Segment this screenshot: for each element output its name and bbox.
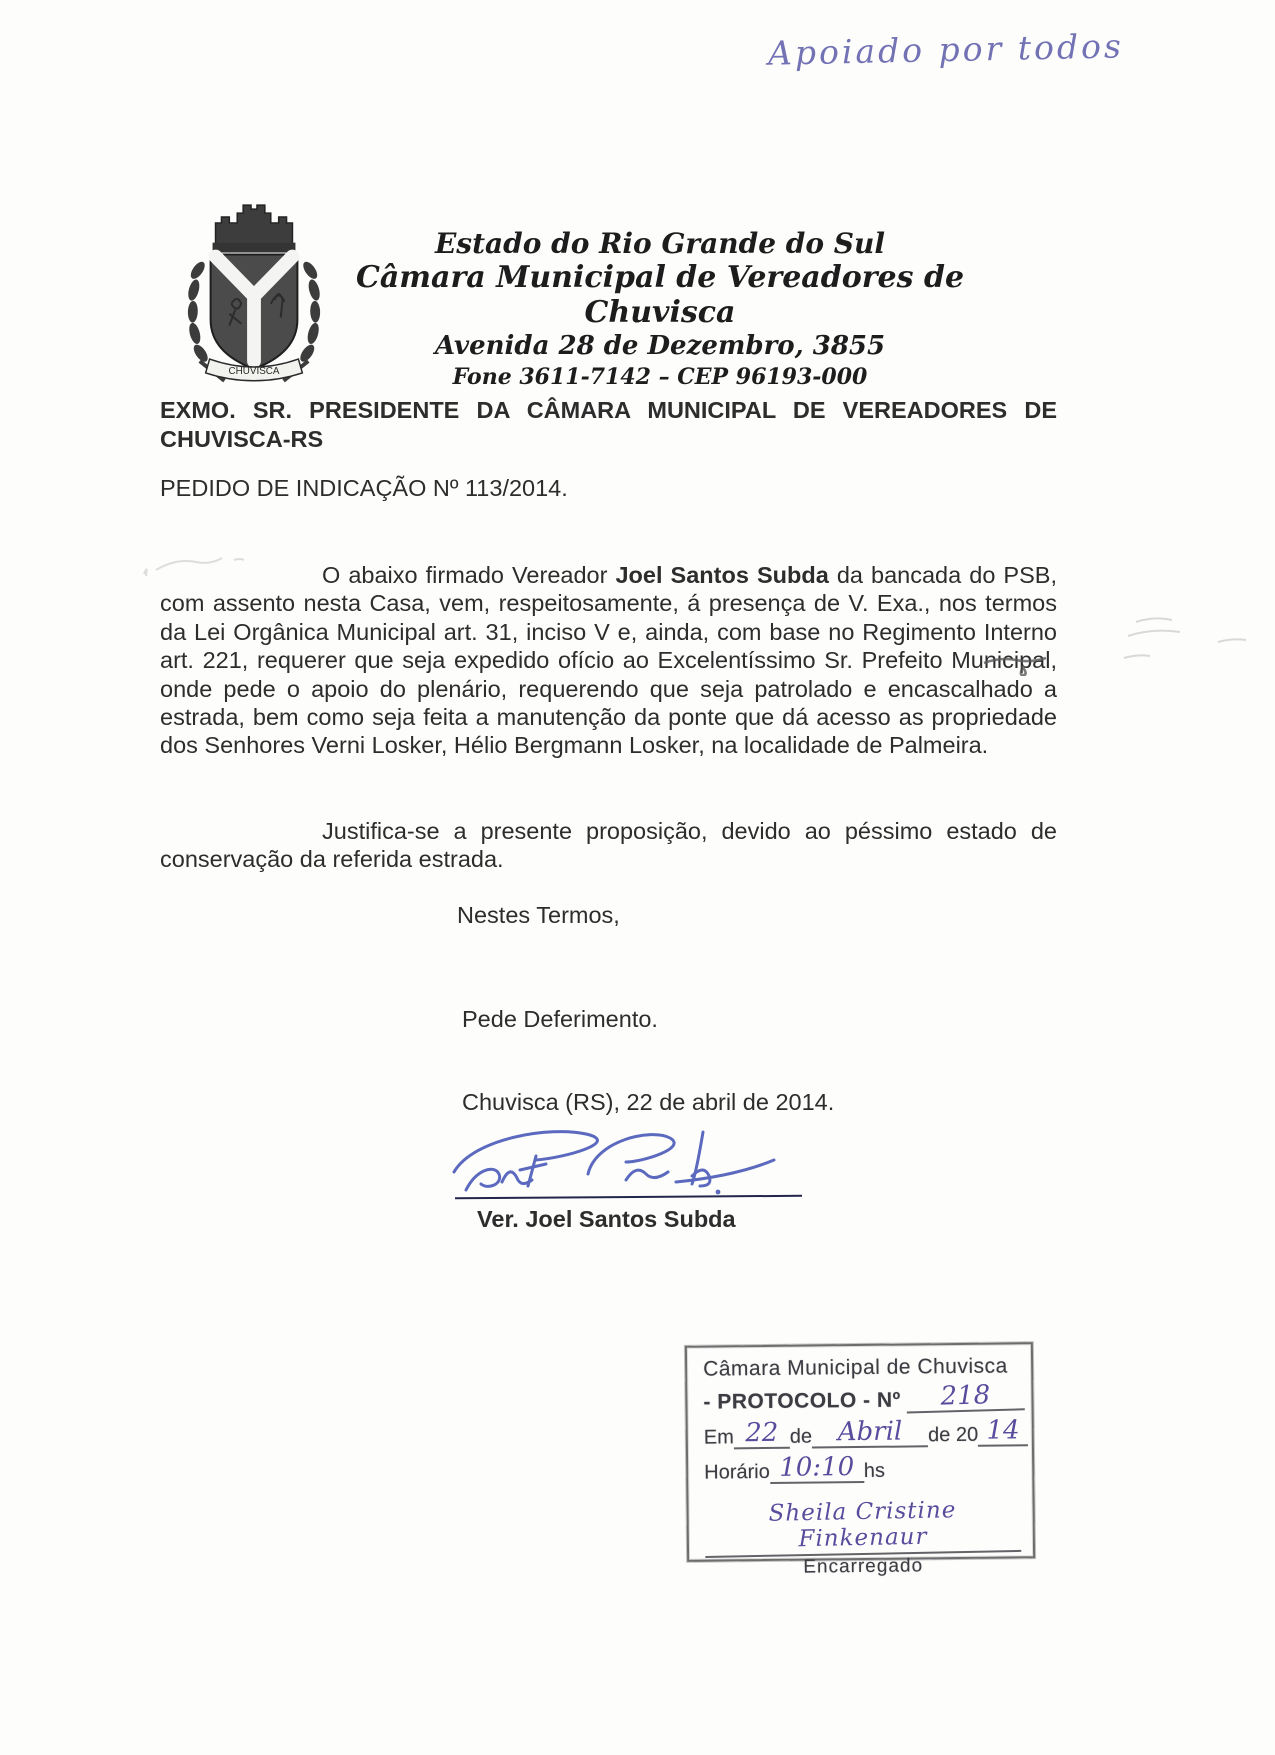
- coat-of-arms-banner-text: CHUVISCA: [228, 365, 280, 377]
- handwritten-note: Apoiado por todos: [767, 26, 1125, 73]
- letterhead: [300, 228, 1020, 392]
- stamp-month-value: Abril: [812, 1418, 928, 1448]
- letterhead-address: Avenida 28 de Dezembro, 3855: [434, 331, 886, 361]
- pencil-marks-right-margin: [1122, 612, 1252, 677]
- addressee-line2: CHUVISCA-RS: [160, 426, 324, 452]
- stamp-protocol-number: 218: [906, 1381, 1025, 1413]
- letterhead-chamber: Câmara Municipal de Vereadores de Chuvisca: [355, 260, 965, 330]
- body-paragraph-2: Justifica-se a presente proposição, devido ao péssimo estado de conservação da referida estrada.: [160, 818, 1057, 873]
- signature-name: Ver. Joel Santos Subda: [477, 1206, 736, 1232]
- document-title: PEDIDO DE INDICAÇÃO Nº 113/2014.: [160, 475, 568, 501]
- stamp-day-value: 22: [734, 1420, 790, 1450]
- letterhead-phone: Fone 3611-7142 – CEP 96193-000: [452, 364, 868, 390]
- stamp-title: Câmara Municipal de Chuvisca: [703, 1354, 1008, 1381]
- stamp-em-label: Em: [703, 1426, 734, 1449]
- stamp-de20-label: de 20: [927, 1423, 979, 1447]
- stamp-de-label: de: [789, 1425, 813, 1448]
- closing-nestes-termos: Nestes Termos,: [457, 902, 620, 928]
- pencil-mark-oficio-strikethrough: [982, 650, 1054, 681]
- stamp-year-value: 14: [978, 1417, 1028, 1447]
- stamp-horario-label: Horário: [704, 1460, 770, 1484]
- stamp-clerk-signature: Sheila Cristine Finkenaur: [704, 1496, 1021, 1558]
- addressee-line1: EXMO. SR. PRESIDENTE DA CÂMARA MUNICIPAL DE VEREADORES DE: [160, 397, 1057, 423]
- pencil-squiggle-left-margin: [138, 548, 248, 585]
- stamp-clerk-role: Encarregado: [803, 1555, 924, 1578]
- protocol-stamp: [685, 1342, 1035, 1578]
- dateline: Chuvisca (RS), 22 de abril de 2014.: [462, 1089, 835, 1115]
- body-paragraph-1: [160, 561, 1057, 760]
- stamp-hs-label: hs: [863, 1459, 886, 1482]
- p1-vereador-name: Joel Santos Subda: [615, 562, 829, 588]
- stamp-protocol-label: - PROTOCOLO - Nº: [703, 1388, 901, 1414]
- p1-text-after: da bancada do PSB, com assento nesta Casa, vem, respeitosamente, á presença de V. Exa., nos termos da Lei Orgânica Municipal art. 31, inciso V e, ainda, com base no Regimento Interno art. 221, requerer que seja expedido ofício ao Excelentíssimo Sr. Prefeito Municipal, onde pede o apoio do plenário, requerendo que seja patrolado e encascalhado a estrada, bem como seja feita a manutenção da ponte que dá acesso as propriedade dos Senhores Verni Losker, Hélio Bergmann Losker, na localidade de Palmeira.: [160, 562, 1057, 759]
- closing-pede-deferimento: Pede Deferimento.: [462, 1006, 658, 1032]
- p1-text-before: O abaixo firmado Vereador: [322, 562, 616, 588]
- letterhead-state: Estado do Rio Grande do Sul: [434, 227, 886, 260]
- stamp-time-value: 10:10: [770, 1454, 864, 1484]
- addressee: [160, 396, 1057, 454]
